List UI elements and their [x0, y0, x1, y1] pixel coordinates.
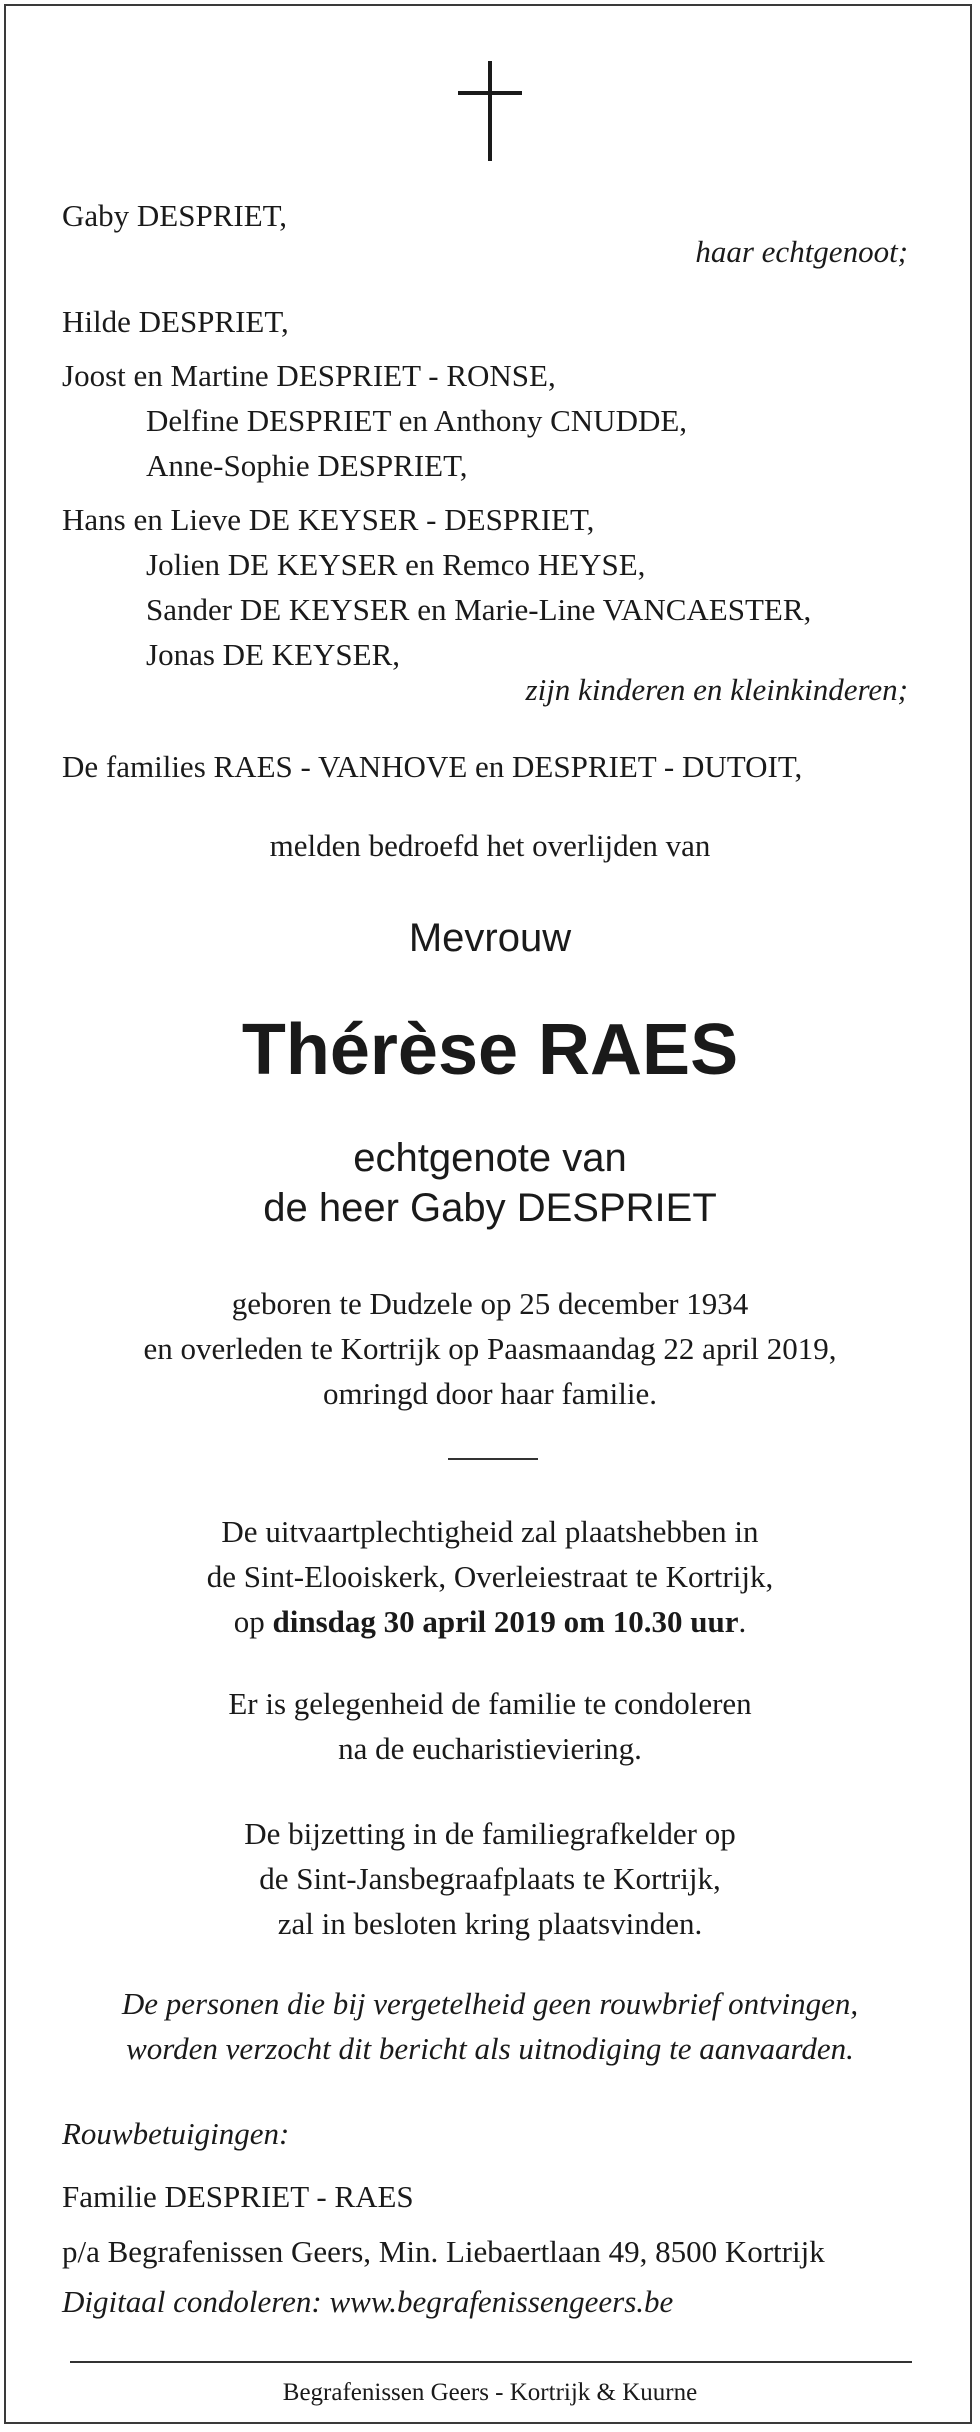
families-line: De families RAES - VANHOVE en DESPRIET - DUTOIT,	[62, 749, 803, 784]
footer: Begrafenissen Geers - Kortrijk & Kuurne	[282, 2379, 698, 2406]
contact-address: p/a Begrafenissen Geers, Min. Liebaertlaan 49, 8500 Kortrijk	[62, 2234, 825, 2269]
birth-line: geboren te Dudzele op 25 december 1934	[231, 1286, 749, 1321]
divider	[448, 1458, 538, 1460]
condolence-line: na de eucharistieviering.	[338, 1731, 642, 1766]
burial-line: zal in besloten kring plaatsvinden.	[277, 1906, 703, 1941]
death-line: en overleden te Kortrijk op Paasmaandag 22 april 2019,	[143, 1331, 837, 1366]
funeral-datetime: op dinsdag 30 april 2019 om 10.30 uur.	[233, 1604, 747, 1639]
condolence-line: Er is gelegenheid de familie te condoleren	[228, 1686, 752, 1721]
child-name: Hilde DESPRIET,	[62, 304, 289, 339]
grandchild-name: Sander DE KEYSER en Marie-Line VANCAESTER,	[146, 592, 812, 627]
child-name: Hans en Lieve DE KEYSER - DESPRIET,	[62, 502, 595, 537]
spouse-name: Gaby DESPRIET,	[62, 198, 288, 233]
grandchild-name: Delfine DESPRIET en Anthony CNUDDE,	[146, 403, 688, 438]
burial-line: De bijzetting in de familiegrafkelder op	[244, 1816, 736, 1851]
spouse-line: de heer Gaby DESPRIET	[263, 1186, 717, 1230]
burial-line: de Sint-Jansbegraafplaats te Kortrijk,	[259, 1861, 721, 1896]
family-line: omringd door haar familie.	[322, 1376, 657, 1411]
spouse-relation: haar echtgenoot;	[695, 234, 908, 269]
grandchild-name: Jonas DE KEYSER,	[146, 637, 401, 672]
spouse-line: echtgenote van	[353, 1136, 627, 1180]
child-name: Joost en Martine DESPRIET - RONSE,	[62, 358, 556, 393]
death-notice	[4, 4, 972, 2424]
notice-line: De personen die bij vergetelheid geen rouwbrief ontvingen,	[121, 1986, 859, 2021]
contact-family: Familie DESPRIET - RAES	[62, 2179, 414, 2214]
children-relation: zijn kinderen en kleinkinderen;	[525, 672, 908, 707]
grandchild-name: Jolien DE KEYSER en Remco HEYSE,	[146, 547, 646, 582]
contact-digital: Digitaal condoleren: www.begrafenissengeers.be	[62, 2284, 674, 2319]
intro-line: melden bedroefd het overlijden van	[269, 828, 711, 863]
contact-heading: Rouwbetuigingen:	[62, 2116, 290, 2151]
deceased-name: Thérèse RAES	[241, 1010, 739, 1090]
grandchild-name: Anne-Sophie DESPRIET,	[146, 448, 468, 483]
funeral-line: de Sint-Elooiskerk, Overleiestraat te Kortrijk,	[206, 1559, 774, 1594]
honorific: Mevrouw	[408, 916, 572, 960]
footer-divider	[70, 2361, 912, 2363]
funeral-line: De uitvaartplechtigheid zal plaatshebben in	[221, 1514, 759, 1549]
notice-line: worden verzocht dit bericht als uitnodiging te aanvaarden.	[126, 2031, 854, 2066]
